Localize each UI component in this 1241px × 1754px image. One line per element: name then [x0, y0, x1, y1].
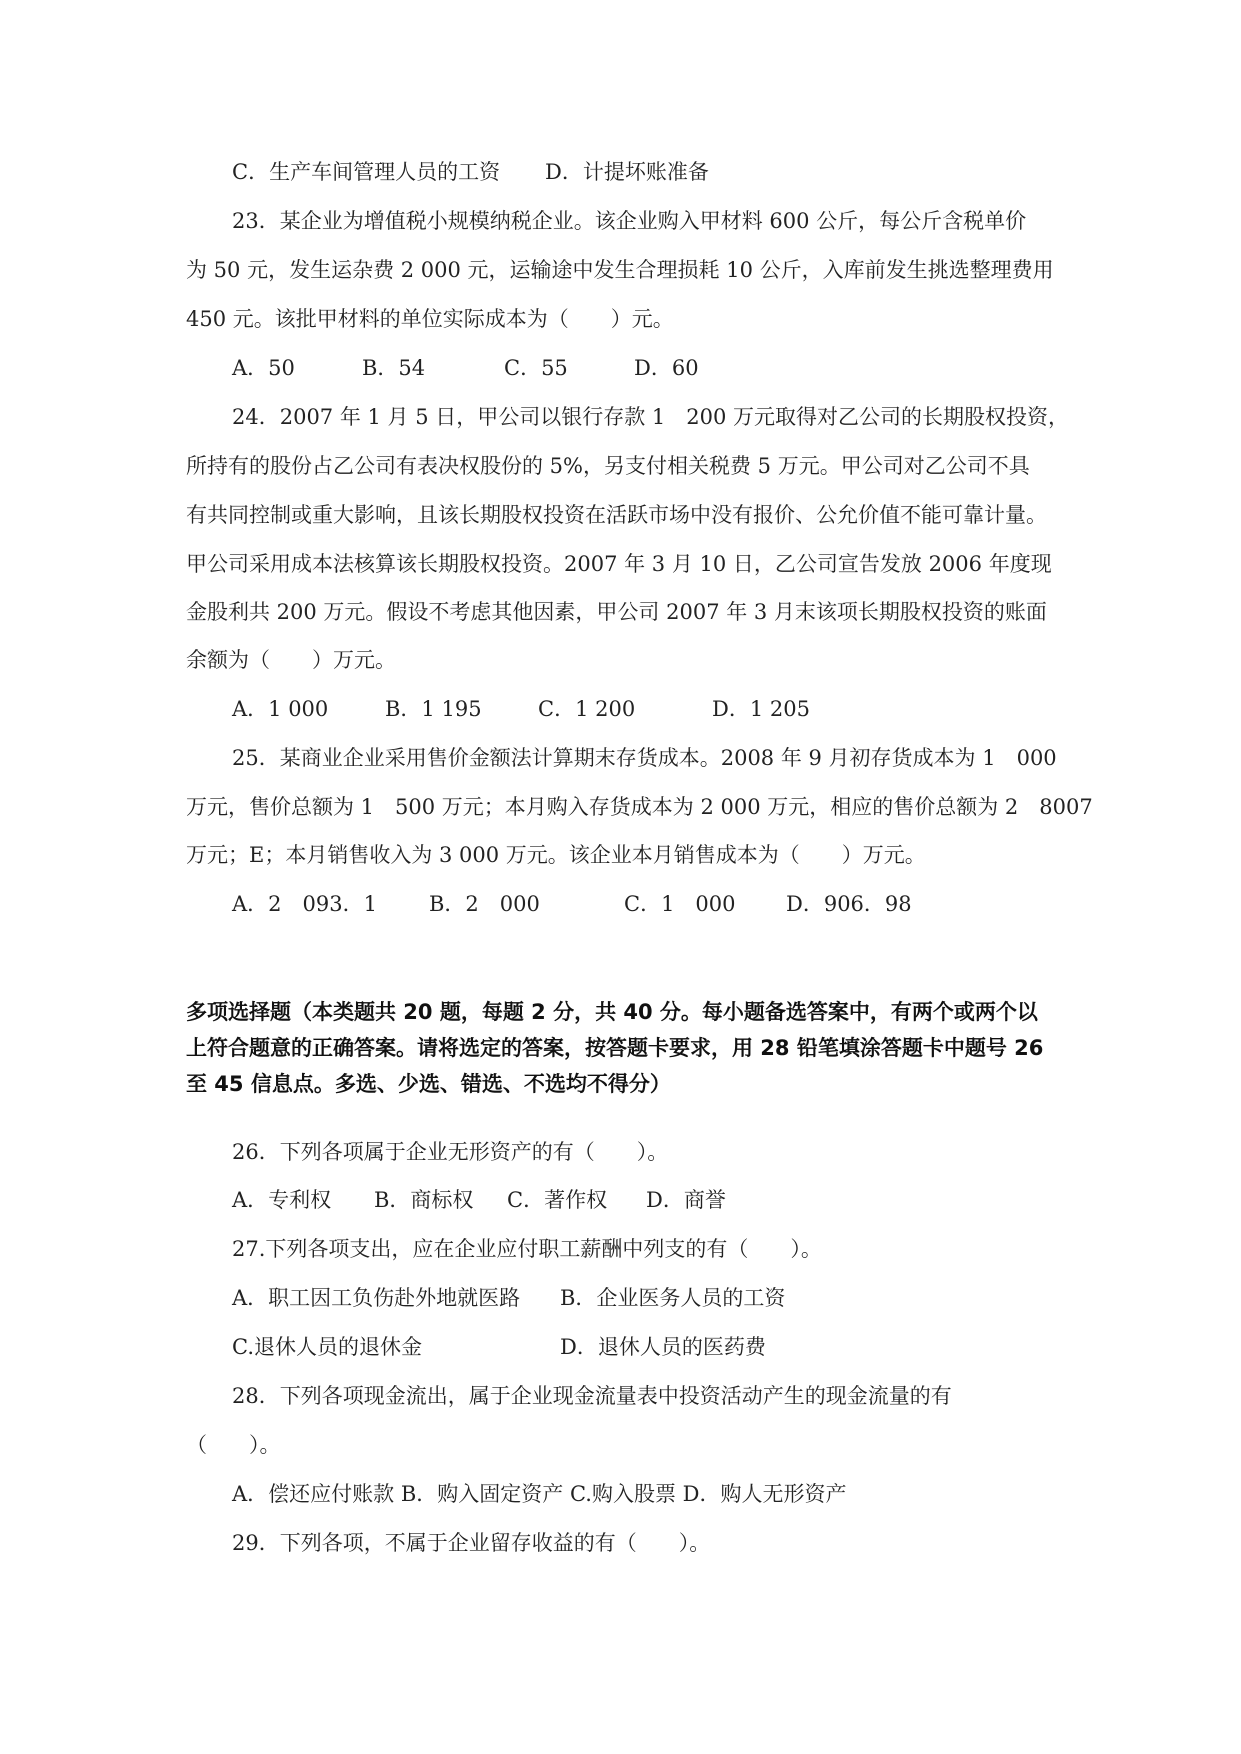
- q24-stem-line-6: 余额为（ ）万元。: [186, 648, 396, 672]
- q27-option-c: C.退休人员的退休金: [232, 1335, 422, 1359]
- q28-options: A．偿还应付账款 B．购入固定资产 C.购入股票 D．购人无形资产: [232, 1482, 847, 1506]
- q24-option-c: C．1 200: [538, 697, 636, 721]
- q27-stem-line-1: 27.下列各项支出，应在企业应付职工薪酬中列支的有（ ）。: [232, 1237, 822, 1261]
- q25-option-c: C．1 000: [624, 892, 736, 916]
- q25-option-b: B．2 000: [429, 892, 540, 916]
- q24-stem-line-2: 所持有的股份占乙公司有表决权股份的 5%，另支付相关税费 5 万元。甲公司对乙公司不具: [186, 454, 1030, 478]
- q27-option-d: D．退休人员的医药费: [560, 1335, 766, 1359]
- q26-option-c: C．著作权: [507, 1188, 608, 1212]
- q23-option-a: A．50: [232, 356, 295, 380]
- q25-stem-line-1: 25．某商业企业采用售价金额法计算期末存货成本。2008 年 9 月初存货成本为 1 000: [232, 746, 1057, 770]
- q25-stem-line-3: 万元；E；本月销售收入为 3 000 万元。该企业本月销售成本为（ ）万元。: [186, 843, 926, 867]
- q23-stem-line-2: 为 50 元，发生运杂费 2 000 元，运输途中发生合理损耗 10 公斤，入库前发生挑选整理费用: [186, 258, 1054, 282]
- q25-option-d: D．906．98: [786, 892, 912, 916]
- q24-stem-line-1: 24．2007 年 1 月 5 日，甲公司以银行存款 1 200 万元取得对乙公司的长期股权投资，: [232, 405, 1070, 429]
- q23-stem-line-3: 450 元。该批甲材料的单位实际成本为（ ）元。: [186, 307, 674, 331]
- q27-option-a: A．职工因工负伤赴外地就医路: [232, 1286, 521, 1310]
- q25-option-a: A．2 093．1: [232, 892, 377, 916]
- section-heading-line-3: 至 45 信息点。多选、少选、错选、不选均不得分）: [186, 1072, 671, 1096]
- q24-stem-line-3: 有共同控制或重大影响，且该长期股权投资在活跃市场中没有报价、公允价值不能可靠计量。: [186, 503, 1047, 527]
- q24-option-d: D．1 205: [712, 697, 810, 721]
- q23-stem-line-1: 23．某企业为增值税小规模纳税企业。该企业购入甲材料 600 公斤，每公斤含税单价: [232, 209, 1027, 233]
- q27-option-b: B．企业医务人员的工资: [560, 1286, 786, 1310]
- q24-option-b: B．1 195: [385, 697, 482, 721]
- q24-stem-line-5: 金股利共 200 万元。假设不考虑其他因素，甲公司 2007 年 3 月末该项长期股权投资的账面: [186, 600, 1047, 624]
- q24-stem-line-4: 甲公司采用成本法核算该长期股权投资。2007 年 3 月 10 日，乙公司宣告发放 2006 年度现: [186, 552, 1052, 576]
- q28-stem-line-1: 28．下列各项现金流出，属于企业现金流量表中投资活动产生的现金流量的有: [232, 1384, 952, 1408]
- q26-option-d: D．商誉: [646, 1188, 726, 1212]
- q22-option-c: C．生产车间管理人员的工资: [232, 160, 501, 184]
- q23-option-d: D．60: [634, 356, 699, 380]
- section-heading-line-1: 多项选择题（本类题共 20 题，每题 2 分，共 40 分。每小题备选答案中，有两个或两个以: [186, 1000, 1038, 1024]
- section-heading-line-2: 上符合题意的正确答案。请将选定的答案，按答题卡要求，用 28 铅笔填涂答题卡中题号 26: [186, 1036, 1044, 1060]
- q24-option-a: A．1 000: [232, 697, 329, 721]
- q26-option-a: A．专利权: [232, 1188, 332, 1212]
- q23-option-b: B．54: [362, 356, 426, 380]
- q28-stem-line-2: （ ）。: [186, 1433, 281, 1457]
- q23-option-c: C．55: [504, 356, 568, 380]
- q29-stem-line-1: 29．下列各项，不属于企业留存收益的有（ ）。: [232, 1531, 711, 1555]
- q22-option-d: D．计提坏账准备: [545, 160, 709, 184]
- q26-stem-line-1: 26．下列各项属于企业无形资产的有（ ）。: [232, 1140, 669, 1164]
- q25-stem-line-2: 万元，售价总额为 1 500 万元；本月购入存货成本为 2 000 万元，相应的售价总额为 2 8007: [186, 795, 1093, 819]
- q26-option-b: B．商标权: [374, 1188, 474, 1212]
